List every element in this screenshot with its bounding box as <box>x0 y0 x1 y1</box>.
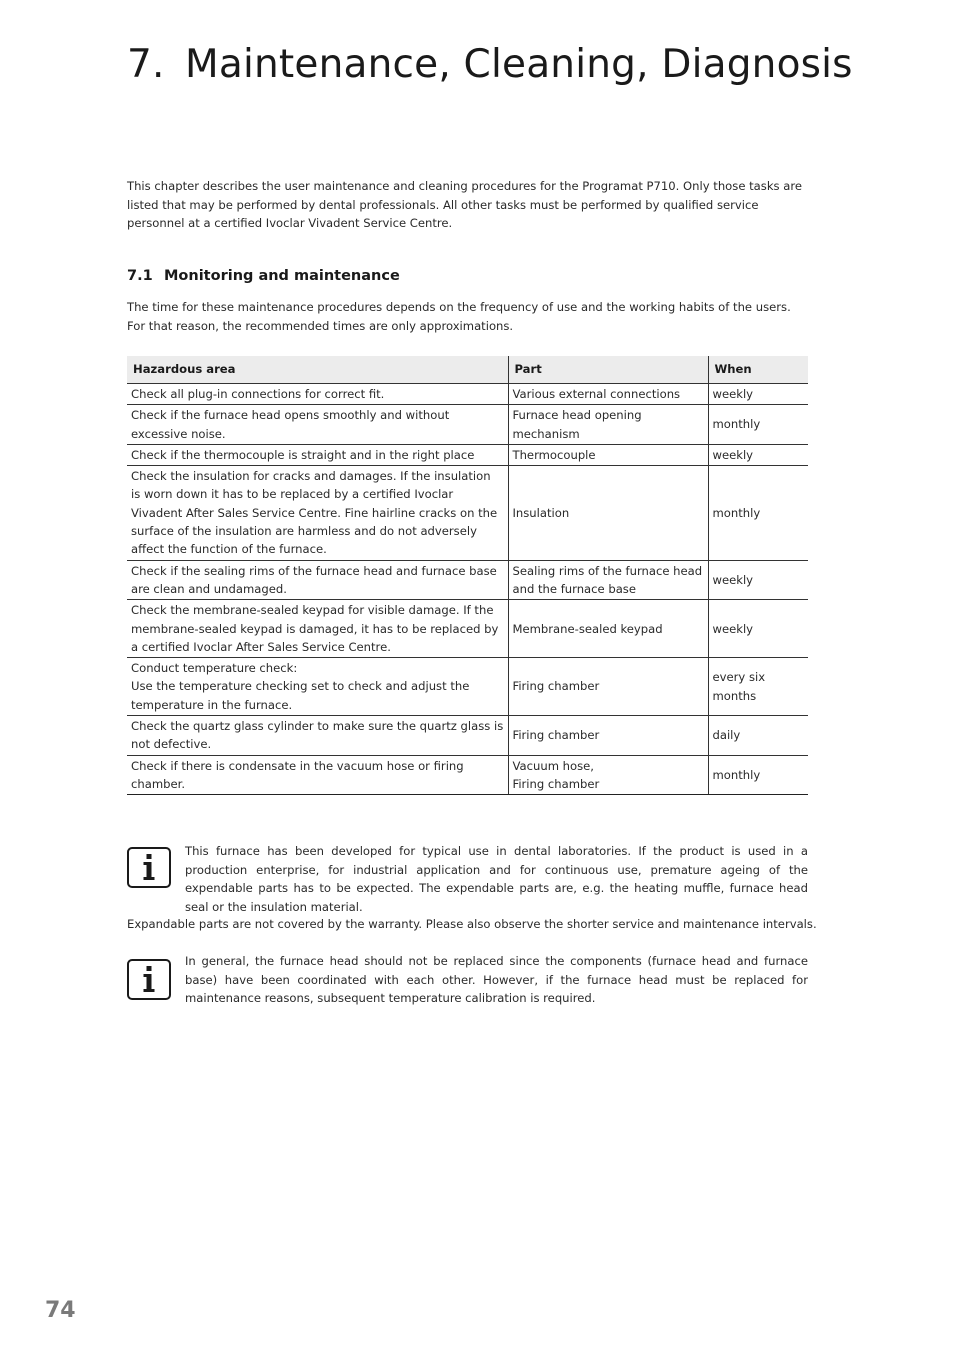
cell-text: Check if the furnace head opens smoothly and without excessive noise. <box>131 408 450 441</box>
maintenance-table <box>127 356 808 795</box>
cell-text: Firing chamber <box>512 679 600 694</box>
table-row <box>127 600 808 658</box>
cell-part <box>508 755 708 795</box>
cell-text: Use the temperature checking set to check and adjust the temperature in the furnace. <box>131 679 470 712</box>
cell-text: Check if the sealing rims of the furnace head and furnace base are clean and undamaged. <box>131 563 497 596</box>
section-description: The time for these maintenance procedures depends on the frequency of use and the working habits of the users. For that reason, the recommended times are only approximations. <box>127 300 791 333</box>
info-icon <box>127 847 171 888</box>
cell-when <box>708 384 808 405</box>
page-number: 74 <box>45 1298 76 1323</box>
cell-text: Conduct temperature check: <box>131 661 298 676</box>
table-row <box>127 755 808 795</box>
cell-hazardous-area <box>127 658 508 716</box>
cell-part <box>508 444 708 465</box>
cell-when <box>708 466 808 560</box>
section-heading <box>127 268 400 284</box>
table-body <box>127 384 808 795</box>
cell-text: Furnace head opening mechanism <box>512 408 642 441</box>
cell-part <box>508 716 708 756</box>
cell-text: every six months <box>712 670 766 703</box>
cell-text: Insulation <box>512 505 570 520</box>
cell-hazardous-area <box>127 405 508 445</box>
column-header-hazardous-area: Hazardous area <box>127 356 508 384</box>
cell-part <box>508 658 708 716</box>
cell-when <box>708 444 808 465</box>
cell-hazardous-area <box>127 600 508 658</box>
cell-part <box>508 560 708 600</box>
chapter-number: 7. <box>127 42 165 87</box>
cell-text: monthly <box>712 505 761 520</box>
cell-text: weekly <box>712 387 754 401</box>
section-number: 7.1 <box>127 268 153 284</box>
cell-when <box>708 560 808 600</box>
cell-hazardous-area <box>127 755 508 795</box>
table-row <box>127 466 808 560</box>
table-row <box>127 658 808 716</box>
cell-part <box>508 600 708 658</box>
cell-part <box>508 466 708 560</box>
chapter-title-text: Maintenance, Cleaning, Diagnosis <box>185 42 853 87</box>
table-row <box>127 560 808 600</box>
cell-hazardous-area <box>127 560 508 600</box>
warranty-note: Expandable parts are not covered by the warranty. Please also observe the shorter service and maintenance intervals. <box>127 917 817 931</box>
table-row <box>127 716 808 756</box>
cell-text: Check if the thermocouple is straight and in the right place <box>131 447 475 462</box>
cell-part <box>508 405 708 445</box>
cell-text: Check the insulation for cracks and damages. If the insulation is worn down it has to be replaced by a certified Ivoclar Vivadent After Sales Service Centre. Fine hairline cracks on the surface of the insulation are harmless and do not adversely affect the function of the furnace. <box>131 469 498 557</box>
table-row <box>127 384 808 405</box>
info-note-furnace-head: In general, the furnace head should not be replaced since the components (furnace head and furnace base) have been coordinated with each other. However, if the furnace head must be replaced for maintenance reasons, subsequent temperature calibration is required. <box>185 954 808 1005</box>
cell-when <box>708 405 808 445</box>
cell-text: Firing chamber <box>512 728 600 743</box>
cell-text: monthly <box>712 767 761 782</box>
cell-hazardous-area <box>127 466 508 560</box>
cell-when <box>708 600 808 658</box>
intro-paragraph: This chapter describes the user maintenance and cleaning procedures for the Programat P710. Only those tasks are listed that may be performed by dental professionals. All other tasks must be performed by qualified service personnel at a certified Ivoclar Vivadent Service Centre. <box>127 179 803 230</box>
cell-text: daily <box>712 728 741 743</box>
cell-text: Vacuum hose, <box>512 758 594 773</box>
table-header-row <box>127 356 808 384</box>
cell-text: Membrane-sealed keypad <box>512 621 663 636</box>
cell-text: weekly <box>712 447 754 462</box>
cell-text: Sealing rims of the furnace head and the furnace base <box>512 563 703 596</box>
cell-when <box>708 658 808 716</box>
section-title: Monitoring and maintenance <box>164 268 400 284</box>
column-header-part: Part <box>508 356 708 384</box>
cell-text: weekly <box>712 572 754 587</box>
cell-hazardous-area <box>127 384 508 405</box>
cell-hazardous-area <box>127 444 508 465</box>
cell-when <box>708 755 808 795</box>
cell-text: Firing chamber <box>512 776 600 791</box>
info-note-wear-parts: This furnace has been developed for typical use in dental laboratories. If the product is used in a production enterprise, for industrial application and for continuous use, premature ageing of the expendable parts has to be expected. The expendable parts are, e.g. the heating muffle, furnace head seal or the insulation material. <box>185 844 808 914</box>
cell-hazardous-area <box>127 716 508 756</box>
table-row <box>127 405 808 445</box>
cell-text: Check all plug-in connections for correct fit. <box>131 387 385 401</box>
cell-text: weekly <box>712 621 754 636</box>
info-icon <box>127 959 171 1000</box>
cell-part <box>508 384 708 405</box>
table-row <box>127 444 808 465</box>
cell-text: monthly <box>712 417 761 432</box>
cell-text: Check the quartz glass cylinder to make sure the quartz glass is not defective. <box>131 719 504 752</box>
chapter-title <box>127 42 853 87</box>
cell-when <box>708 716 808 756</box>
cell-text: Check the membrane-sealed keypad for visible damage. If the membrane-sealed keypad is damaged, it has to be replaced by a certified Ivoclar After Sales Service Centre. <box>131 603 499 654</box>
cell-text: Various external connections <box>512 387 681 401</box>
cell-text: Check if there is condensate in the vacuum hose or firing chamber. <box>131 758 464 791</box>
cell-text: Thermocouple <box>512 447 596 462</box>
column-header-when: When <box>708 356 808 384</box>
